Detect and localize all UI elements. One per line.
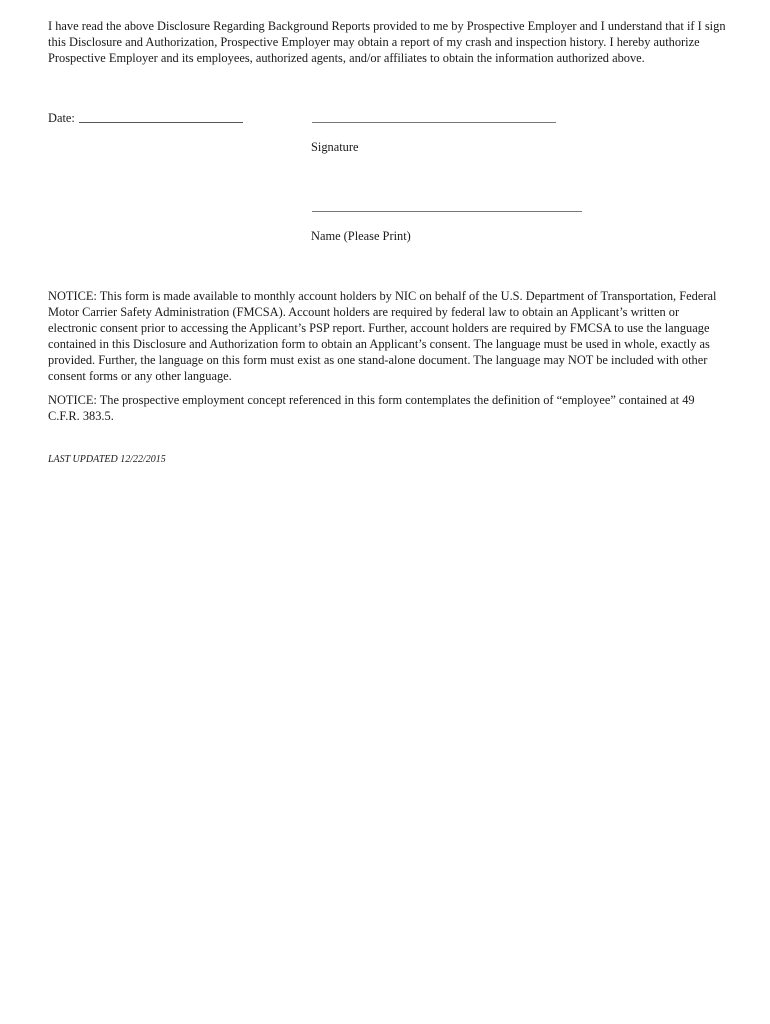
last-updated-label: LAST UPDATED 12/22/2015 — [48, 454, 166, 465]
notice-paragraph-consent: NOTICE: This form is made available to monthly account holders by NIC on behalf of the U.S. Department of Transportation, Federal Motor Carrier Safety Administration (FMCSA). Account holders are required by federal law to obtain an Applicant’s written or electronic consent prior to accessing the Applicant’s PSP report. Further, account holders are required by FMCSA to use the language contained in this Disclosure and Authorization form to obtain an Applicant’s consent. The language must be used in whole, exactly as provided. Further, the language on this form must exist as one stand-alone document. The language may NOT be included with other consent forms or any other language. — [48, 289, 717, 383]
signature-label: Signature — [311, 140, 359, 154]
signature-line[interactable] — [312, 122, 556, 123]
name-line[interactable] — [312, 211, 582, 212]
notice-paragraph-employee-definition: NOTICE: The prospective employment concept referenced in this form contemplates the definition of “employee” contained at 49 C.F.R. 383.5. — [48, 393, 695, 423]
authorization-paragraph: I have read the above Disclosure Regarding Background Reports provided to me by Prospective Employer and I understand that if I sign this Disclosure and Authorization, Prospective Employer may obtain a report of my crash and inspection history. I hereby authorize Prospective Employer and its employees, authorized agents, and/or affiliates to obtain the information authorized above. — [48, 19, 726, 65]
date-field[interactable] — [48, 110, 243, 126]
name-label: Name (Please Print) — [311, 229, 411, 243]
date-label: Date: — [48, 111, 75, 125]
date-line[interactable] — [79, 122, 243, 123]
